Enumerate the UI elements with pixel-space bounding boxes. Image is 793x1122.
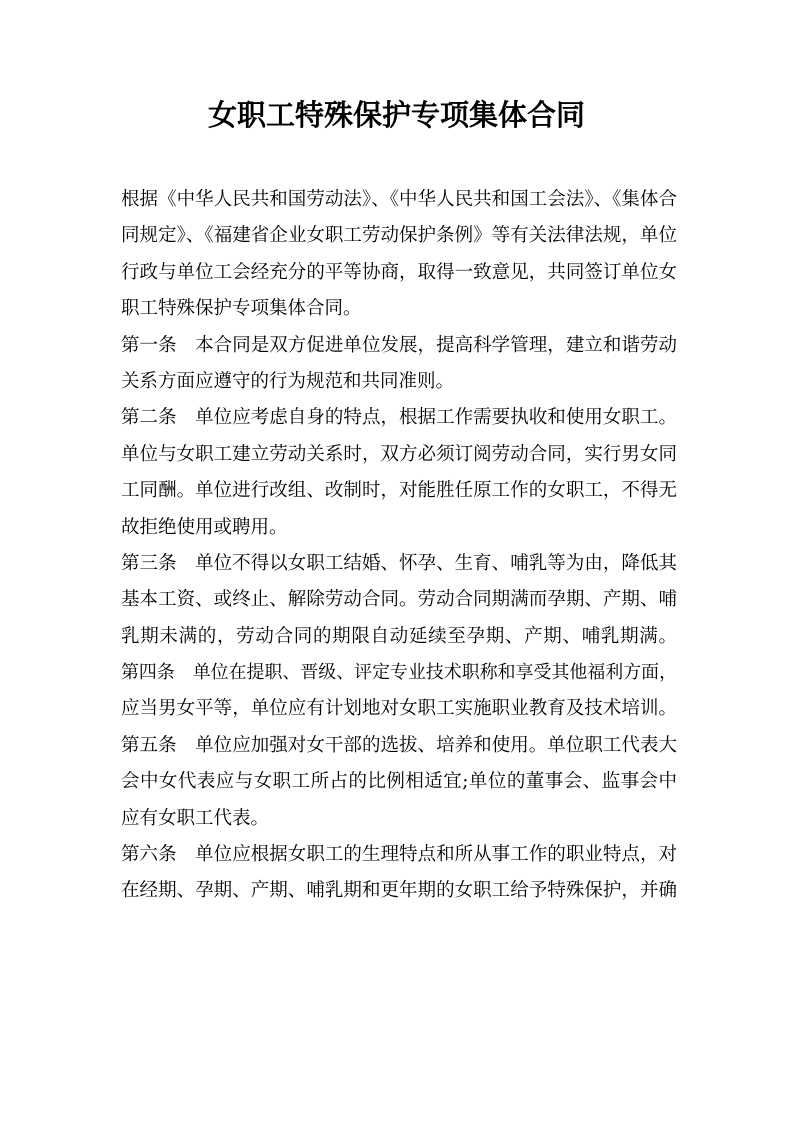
body-line: 第四条 单位在提职、晋级、评定专业技术职称和享受其他福利方面， [121, 662, 677, 684]
body-line: 应有女职工代表。 [121, 807, 270, 829]
body-line: 同规定》、《福建省企业女职工劳动保护条例》等有关法律法规，单位 [121, 225, 677, 247]
body-line: 第三条 单位不得以女职工结婚、怀孕、生育、哺乳等为由，降低其 [121, 552, 677, 574]
body-line: 关系方面应遵守的行为规范和共同准则。 [121, 370, 455, 392]
body-line: 第六条 单位应根据女职工的生理特点和所从事工作的职业特点，对 [121, 844, 677, 866]
body-line: 职工特殊保护专项集体合同。 [121, 298, 362, 320]
body-line: 工同酬。单位进行改组、改制时，对能胜任原工作的女职工，不得无 [121, 480, 677, 502]
body-line: 第二条 单位应考虑自身的特点，根据工作需要执收和使用女职工。 [121, 407, 677, 429]
body-line: 故拒绝使用或聘用。 [121, 516, 288, 538]
body-line: 基本工资、或终止、解除劳动合同。劳动合同期满而孕期、产期、哺 [121, 589, 677, 611]
body-line: 会中女代表应与女职工所占的比例相适宜;单位的董事会、监事会中 [121, 771, 677, 793]
body-line: 单位与女职工建立劳动关系时，双方必须订阅劳动合同，实行男女同 [121, 443, 677, 465]
document-body [121, 182, 677, 910]
body-line: 在经期、孕期、产期、哺乳期和更年期的女职工给予特殊保护，并确 [121, 880, 677, 902]
body-line: 行政与单位工会经充分的平等协商，取得一致意见，共同签订单位女 [121, 261, 677, 283]
body-line: 应当男女平等，单位应有计划地对女职工实施职业教育及技术培训。 [121, 698, 677, 720]
body-line: 第一条 本合同是双方促进单位发展，提高科学管理，建立和谐劳动 [121, 334, 677, 356]
document-title: 女职工特殊保护专项集体合同 [207, 98, 585, 132]
body-line: 根据《中华人民共和国劳动法》、《中华人民共和国工会法》、《集体合 [121, 189, 677, 210]
body-line: 第五条 单位应加强对女干部的选拔、培养和使用。单位职工代表大 [121, 734, 677, 756]
body-line: 乳期未满的，劳动合同的期限自动延续至孕期、产期、哺乳期满。 [121, 625, 677, 647]
